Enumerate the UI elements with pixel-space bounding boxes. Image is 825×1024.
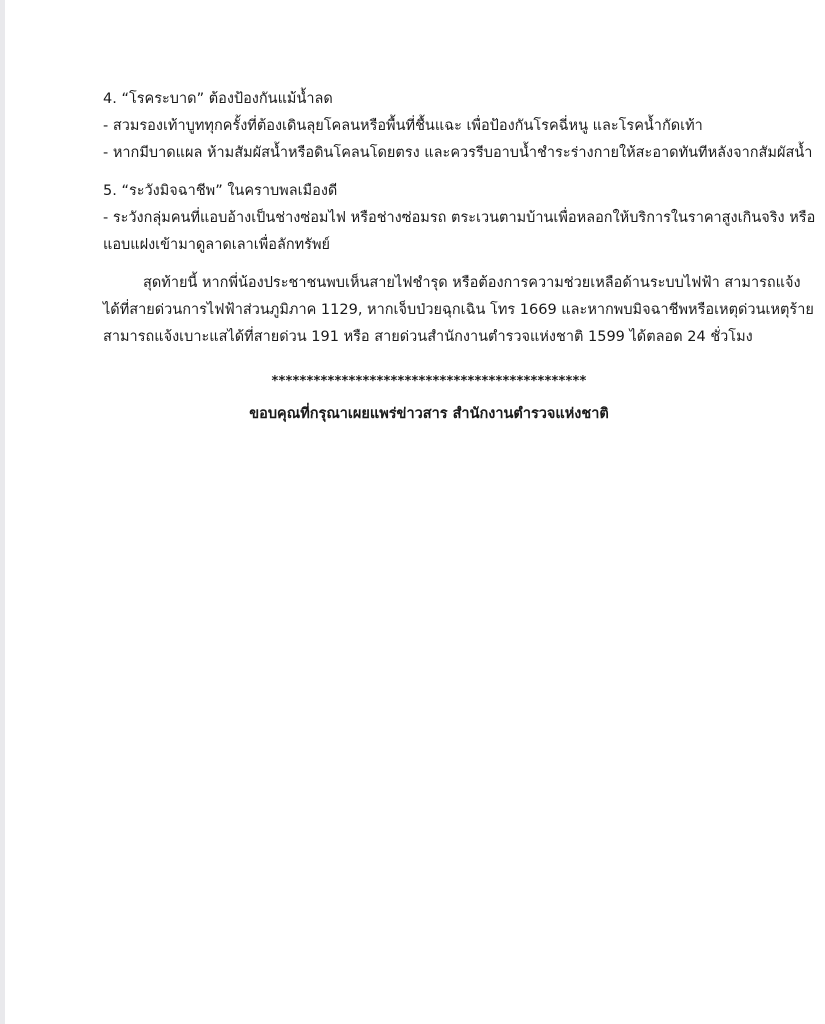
- closing-line-3: สามารถแจ้งเบาะแสได้ที่สายด่วน 191 หรือ สายด่วนสำนักงานตำรวจแห่งชาติ 1599 ได้ตลอด 24 ชั่วโมง: [103, 329, 753, 345]
- thanks-line: ขอบคุณที่กรุณาเผยแพร่ข่าวสาร สำนักงานตำรวจแห่งชาติ: [249, 406, 609, 422]
- closing-line-1: สุดท้ายนี้ หากพี่น้องประชาชนพบเห็นสายไฟชำรุด หรือต้องการความช่วยเหลือด้านระบบไฟฟ้า สามารถแจ้ง: [143, 275, 801, 291]
- section-5-bullet-1-line-1: - ระวังกลุ่มคนที่แอบอ้างเป็นช่างซ่อมไฟ หรือช่างซ่อมรถ ตระเวนตามบ้านเพื่อหลอกให้บริการในราคาสูงเกินจริง หรือ: [103, 210, 816, 226]
- page-left-edge: [0, 0, 5, 1024]
- section-4-heading: 4. “โรคระบาด” ต้องป้องกันแม้น้ำลด: [103, 91, 333, 107]
- section-4-bullet-1: - สวมรองเท้าบูททุกครั้งที่ต้องเดินลุยโคลนหรือพื้นที่ชื้นแฉะ เพื่อป้องกันโรคฉี่หนู และโรคน้ำกัดเท้า: [103, 118, 703, 134]
- document-body: [103, 86, 816, 428]
- section-gap: [103, 259, 755, 270]
- section-5-heading: 5. “ระวังมิจฉาชีพ” ในคราบพลเมืองดี: [103, 183, 338, 199]
- separator-stars: *********************************************: [271, 374, 587, 389]
- section-5-bullet-1-line-2: แอบแฝงเข้ามาดูลาดเลาเพื่อลักทรัพย์: [103, 237, 331, 253]
- closing-line-2: ได้ที่สายด่วนการไฟฟ้าส่วนภูมิภาค 1129, หากเจ็บป่วยฉุกเฉิน โทร 1669 และหากพบมิจฉาชีพหรือเหตุด่วนเหตุร้าย: [103, 302, 814, 318]
- section-gap: [103, 167, 755, 178]
- section-4-bullet-2: - หากมีบาดแผล ห้ามสัมผัสน้ำหรือดินโคลนโดยตรง และควรรีบอาบน้ำชำระร่างกายให้สะอาดทันทีหลังจากสัมผัสน้ำ: [103, 145, 813, 161]
